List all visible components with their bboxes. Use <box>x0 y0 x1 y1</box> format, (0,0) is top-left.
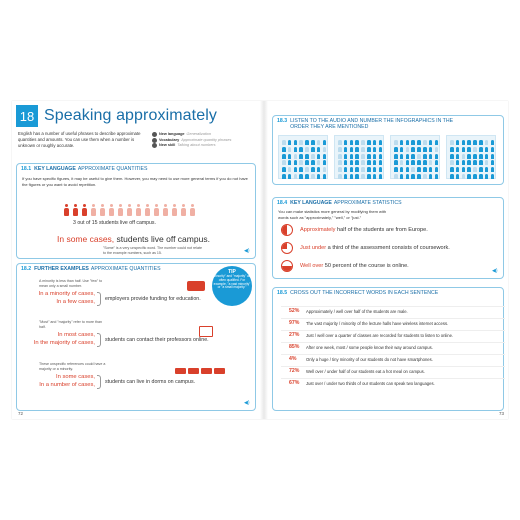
person-dot <box>467 140 471 145</box>
person-dot <box>479 147 483 152</box>
people-infographic <box>63 204 195 216</box>
person-icon <box>171 204 177 216</box>
person-dot <box>400 140 404 145</box>
person-dot <box>417 167 421 172</box>
person-dot <box>429 160 433 165</box>
audio-icon[interactable]: ◀) <box>244 248 250 254</box>
person-dot <box>299 140 303 145</box>
exercise-row[interactable]: 85% After one week, most / some people know their way around campus. <box>281 342 505 351</box>
person-dot <box>338 167 342 172</box>
person-dot <box>435 160 439 165</box>
person-dot <box>299 174 303 179</box>
person-dot <box>282 147 286 152</box>
exercise-row[interactable]: 67% Just over / under two thirds of our students can speak two languages. <box>281 378 505 387</box>
person-icon <box>63 204 69 216</box>
person-dot <box>467 174 471 179</box>
person-dot <box>400 147 404 152</box>
person-dot <box>473 147 477 152</box>
person-dot <box>491 160 495 165</box>
infographic-2 <box>334 135 384 179</box>
third-pie-icon <box>281 242 293 254</box>
person-dot <box>450 174 454 179</box>
vocabulary-row: Vocabulary Approximate quantity phrases <box>152 138 256 144</box>
page-number: 73 <box>498 411 504 416</box>
person-dot <box>344 174 348 179</box>
person-dot <box>462 167 466 172</box>
example-sentence: students can live in dorms on campus. <box>105 379 196 385</box>
person-dot <box>411 154 415 159</box>
person-dot <box>338 147 342 152</box>
person-icon <box>135 204 141 216</box>
bed-icon <box>175 368 186 374</box>
person-dot <box>323 167 327 172</box>
person-dot <box>456 140 460 145</box>
person-dot <box>338 154 342 159</box>
note-text: These unspecific references could have a majority or a minority. <box>39 362 106 371</box>
bed-icon <box>188 368 199 374</box>
person-dot <box>462 154 466 159</box>
person-dot <box>350 147 354 152</box>
person-dot <box>491 140 495 145</box>
person-dot <box>450 167 454 172</box>
person-dot <box>394 167 398 172</box>
page-number: 72 <box>18 411 24 416</box>
person-dot <box>288 174 292 179</box>
person-dot <box>299 160 303 165</box>
person-dot <box>417 160 421 165</box>
person-dot <box>317 160 321 165</box>
person-dot <box>435 174 439 179</box>
person-dot <box>305 160 309 165</box>
person-dot <box>394 147 398 152</box>
person-dot <box>379 140 383 145</box>
person-dot <box>417 140 421 145</box>
person-dot <box>479 167 483 172</box>
left-page <box>12 101 260 419</box>
person-dot <box>400 154 404 159</box>
person-dot <box>305 174 309 179</box>
example-sentence: In some cases, students live off campus. <box>57 234 210 244</box>
person-dot <box>479 174 483 179</box>
person-dot <box>305 154 309 159</box>
person-dot <box>299 147 303 152</box>
person-dot <box>323 147 327 152</box>
unit-title: Speaking approximately <box>44 107 217 124</box>
person-dot <box>429 174 433 179</box>
person-dot <box>450 160 454 165</box>
infographic-1 <box>278 135 328 179</box>
person-dot <box>400 174 404 179</box>
person-dot <box>294 147 298 152</box>
person-dot <box>288 154 292 159</box>
person-dot <box>282 140 286 145</box>
bed-icon <box>214 368 225 374</box>
person-dot <box>317 140 321 145</box>
person-dot <box>305 140 309 145</box>
person-icon <box>162 204 168 216</box>
person-dot <box>373 160 377 165</box>
bed-icons <box>175 368 227 376</box>
person-dot <box>350 140 354 145</box>
person-dot <box>473 140 477 145</box>
person-dot <box>423 174 427 179</box>
person-dot <box>429 147 433 152</box>
panel-header: 18.2 FURTHER EXAMPLES APPROXIMATE QUANTITIES <box>21 266 161 272</box>
audio-icon[interactable]: ◀) <box>492 268 498 274</box>
person-dot <box>411 167 415 172</box>
person-dot <box>417 154 421 159</box>
person-icon <box>144 204 150 216</box>
person-dot <box>406 174 410 179</box>
person-dot <box>467 147 471 152</box>
person-dot <box>406 147 410 152</box>
audio-icon[interactable]: ◀) <box>244 400 250 406</box>
person-dot <box>394 174 398 179</box>
note-text: A minority is less than half. Use "few" to mean only a small number. <box>39 279 103 288</box>
panel-header: 18.5 CROSS OUT THE INCORRECT WORDS IN EACH SENTENCE <box>277 290 439 296</box>
person-dot <box>288 167 292 172</box>
new-learning-box <box>152 132 256 149</box>
person-dot <box>462 174 466 179</box>
person-dot <box>429 154 433 159</box>
skill-icon <box>152 143 157 148</box>
person-dot <box>361 140 365 145</box>
example-sentence: students can contact their professors online. <box>105 337 209 343</box>
person-dot <box>344 154 348 159</box>
person-dot <box>423 167 427 172</box>
person-dot <box>394 154 398 159</box>
person-dot <box>299 154 303 159</box>
person-dot <box>467 167 471 172</box>
person-dot <box>350 167 354 172</box>
person-dot <box>344 167 348 172</box>
person-dot <box>338 160 342 165</box>
panel-cross-out <box>272 287 504 411</box>
person-dot <box>456 147 460 152</box>
person-dot <box>467 154 471 159</box>
person-dot <box>355 174 359 179</box>
person-dot <box>299 167 303 172</box>
right-page <box>268 101 508 419</box>
panel-header: 18.4 KEY LANGUAGE APPROXIMATE STATISTICS <box>277 200 402 206</box>
person-dot <box>367 174 371 179</box>
person-dot <box>344 147 348 152</box>
person-dot <box>435 140 439 145</box>
person-dot <box>379 174 383 179</box>
panel-body: You can make statistics more general by modifying them with words such as "approximately," "well," or "just." <box>278 209 387 220</box>
person-dot <box>367 160 371 165</box>
person-dot <box>317 167 321 172</box>
person-dot <box>282 160 286 165</box>
person-dot <box>400 160 404 165</box>
unit-header <box>16 105 217 127</box>
person-dot <box>479 160 483 165</box>
person-dot <box>394 140 398 145</box>
person-icon <box>99 204 105 216</box>
person-dot <box>479 154 483 159</box>
infographic-4 <box>446 135 496 179</box>
person-dot <box>305 167 309 172</box>
person-dot <box>373 147 377 152</box>
email-icon <box>199 326 213 337</box>
panel-key-language <box>16 163 256 259</box>
person-icon <box>81 204 87 216</box>
person-dot <box>411 174 415 179</box>
person-dot <box>435 154 439 159</box>
person-dot <box>350 160 354 165</box>
exercise-row[interactable]: 27% Just / well over a quarter of classes are recorded for students to listen to online. <box>281 330 505 339</box>
person-dot <box>473 167 477 172</box>
person-dot <box>423 154 427 159</box>
person-dot <box>323 140 327 145</box>
person-icon <box>189 204 195 216</box>
person-dot <box>485 167 489 172</box>
person-dot <box>294 140 298 145</box>
person-dot <box>429 167 433 172</box>
person-dot <box>417 174 421 179</box>
person-dot <box>417 147 421 152</box>
person-dot <box>311 167 315 172</box>
person-icon <box>72 204 78 216</box>
panel-header: 18.1 KEY LANGUAGE APPROXIMATE QUANTITIES <box>21 166 148 172</box>
person-icon <box>126 204 132 216</box>
person-dot <box>323 174 327 179</box>
tip-bubble: TIP "Minority" and "majority" are often qualified. For example, "a vast minority" or "a small majority." <box>212 266 252 306</box>
money-icon <box>187 281 205 291</box>
stat-row: Approximately half of the students are from Europe. <box>281 224 428 236</box>
person-dot <box>311 140 315 145</box>
person-icon <box>108 204 114 216</box>
person-dot <box>450 154 454 159</box>
person-dot <box>479 140 483 145</box>
person-dot <box>373 154 377 159</box>
person-dot <box>429 140 433 145</box>
person-dot <box>323 154 327 159</box>
person-dot <box>485 154 489 159</box>
person-dot <box>282 154 286 159</box>
person-dot <box>350 154 354 159</box>
person-dot <box>338 174 342 179</box>
person-dot <box>361 160 365 165</box>
person-dot <box>361 147 365 152</box>
person-dot <box>473 174 477 179</box>
new-skill-row: New skill Talking about numbers <box>152 143 256 149</box>
person-dot <box>485 147 489 152</box>
person-dot <box>406 160 410 165</box>
person-dot <box>456 174 460 179</box>
person-dot <box>323 160 327 165</box>
person-dot <box>373 140 377 145</box>
person-dot <box>485 160 489 165</box>
stat-row: Just under a third of the assessment consists of coursework. <box>281 242 450 254</box>
brace <box>97 333 101 347</box>
person-dot <box>462 147 466 152</box>
person-dot <box>373 167 377 172</box>
person-dot <box>379 167 383 172</box>
person-dot <box>462 160 466 165</box>
person-dot <box>288 160 292 165</box>
person-dot <box>355 147 359 152</box>
person-dot <box>491 174 495 179</box>
person-dot <box>491 167 495 172</box>
person-dot <box>361 167 365 172</box>
person-dot <box>456 154 460 159</box>
infographic-3 <box>390 135 440 179</box>
person-dot <box>435 167 439 172</box>
person-dot <box>350 174 354 179</box>
person-dot <box>361 154 365 159</box>
person-dot <box>373 174 377 179</box>
gutter <box>260 101 268 419</box>
panel-approx-stats <box>272 197 504 279</box>
person-dot <box>411 140 415 145</box>
panel-body: If you have specific figures, it may be useful to give them. However, you may need to use more general terms if you do not have the figures or you want to avoid repetition. <box>22 176 248 187</box>
person-dot <box>423 147 427 152</box>
half-pie-icon <box>281 260 293 272</box>
note-text: "Some" is a very unspecific word. The number could not relate to the example numbers, such as 15. <box>103 246 202 255</box>
person-dot <box>305 147 309 152</box>
person-dot <box>294 154 298 159</box>
person-icon <box>153 204 159 216</box>
example-phrases: In a minority of cases, In a few cases, <box>38 291 95 305</box>
brace <box>97 292 101 306</box>
bed-icon <box>201 368 212 374</box>
person-dot <box>367 147 371 152</box>
exercise-row[interactable]: 97% The vast majority / minority of the lecture halls have wireless internet access. <box>281 318 505 327</box>
person-dot <box>355 154 359 159</box>
book-spread <box>12 101 508 419</box>
person-dot <box>294 167 298 172</box>
person-dot <box>282 174 286 179</box>
person-dot <box>294 160 298 165</box>
person-dot <box>311 147 315 152</box>
person-icon <box>117 204 123 216</box>
person-dot <box>473 160 477 165</box>
person-dot <box>467 160 471 165</box>
person-dot <box>394 160 398 165</box>
person-dot <box>367 140 371 145</box>
panel-header: 18.3 LISTEN TO THE AUDIO AND NUMBER THE INFOGRAPHICS IN THE ORDER THEY ARE MENTIONED <box>277 118 454 130</box>
person-dot <box>361 174 365 179</box>
person-dot <box>406 154 410 159</box>
person-dot <box>282 167 286 172</box>
person-dot <box>379 147 383 152</box>
person-dot <box>344 140 348 145</box>
person-dot <box>456 160 460 165</box>
person-dot <box>462 140 466 145</box>
person-dot <box>423 160 427 165</box>
person-dot <box>379 160 383 165</box>
person-dot <box>294 174 298 179</box>
person-dot <box>406 167 410 172</box>
fact-sentence: 3 out of 15 students live off campus. <box>73 220 156 226</box>
half-pie-icon <box>281 224 293 236</box>
person-dot <box>288 147 292 152</box>
person-dot <box>379 154 383 159</box>
person-dot <box>485 174 489 179</box>
person-dot <box>311 160 315 165</box>
person-dot <box>317 174 321 179</box>
person-dot <box>485 140 489 145</box>
stat-row: Well over 50 percent of the course is online. <box>281 260 409 272</box>
brace <box>97 375 101 389</box>
exercise-row[interactable]: 4% Only a huge / tiny minority of our students do not have smartphones. <box>281 354 505 363</box>
person-dot <box>411 160 415 165</box>
person-dot <box>491 154 495 159</box>
person-dot <box>473 154 477 159</box>
person-dot <box>311 174 315 179</box>
language-icon <box>152 132 157 137</box>
person-icon <box>90 204 96 216</box>
exercise-row[interactable]: 52% Approximately / well over half of the students are male. <box>281 306 505 315</box>
example-phrases: In some cases, In a number of cases, <box>39 374 95 388</box>
person-dot <box>367 154 371 159</box>
person-dot <box>423 140 427 145</box>
note-text: "Most" and "majority" refer to more than half. <box>39 320 103 329</box>
person-dot <box>406 140 410 145</box>
person-dot <box>288 140 292 145</box>
person-dot <box>311 154 315 159</box>
new-language-row: New language Generalization <box>152 132 256 138</box>
unit-number: 18 <box>16 105 38 127</box>
person-dot <box>355 160 359 165</box>
person-dot <box>355 140 359 145</box>
person-dot <box>411 147 415 152</box>
person-dot <box>317 147 321 152</box>
person-dot <box>456 167 460 172</box>
intro-text: English has a number of useful phrases to describe approximate quantities and amounts. You can use them when a number is unknown or roughly accurate. <box>18 131 141 148</box>
person-icon <box>180 204 186 216</box>
person-dot <box>450 140 454 145</box>
person-dot <box>435 147 439 152</box>
vocabulary-icon <box>152 138 157 143</box>
person-dot <box>400 167 404 172</box>
person-dot <box>491 147 495 152</box>
person-dot <box>367 167 371 172</box>
person-dot <box>338 140 342 145</box>
example-sentence: employers provide funding for education. <box>105 296 201 302</box>
person-dot <box>355 167 359 172</box>
example-phrases: In most cases, In the majority of cases, <box>33 332 95 346</box>
person-dot <box>450 147 454 152</box>
person-dot <box>344 160 348 165</box>
person-dot <box>317 154 321 159</box>
exercise-row[interactable]: 72% Well over / under half of our students eat a hot meal on campus. <box>281 366 505 375</box>
